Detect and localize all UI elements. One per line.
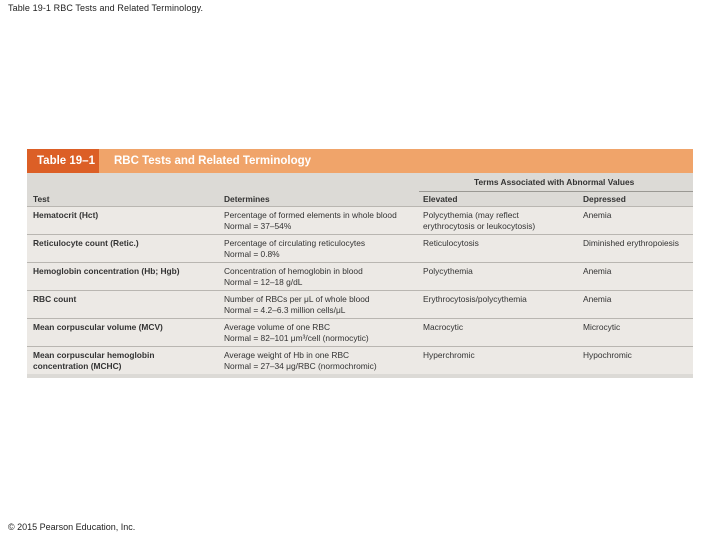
cell-elevated (423, 238, 581, 249)
rbc-tests-table (27, 149, 693, 378)
abnormal-values-group-header: Terms Associated with Abnormal Values (474, 177, 635, 187)
cell-determines (224, 266, 419, 287)
table-number-tag: Table 19–1 (27, 149, 99, 173)
cell-depressed-line: Microcytic (583, 322, 621, 332)
cell-elevated (423, 266, 581, 277)
cell-elevated (423, 322, 581, 333)
cell-test (33, 238, 221, 249)
column-headers (27, 192, 693, 206)
column-header-determines: Determines (224, 194, 270, 204)
cell-depressed (583, 350, 691, 361)
cell-test-line: Reticulocyte count (Retic.) (33, 238, 139, 248)
cell-depressed-line: Hypochromic (583, 350, 632, 360)
cell-determines (224, 210, 419, 231)
cell-determines-line: Normal = 37–54% (224, 220, 292, 231)
cell-test (33, 266, 221, 277)
cell-depressed (583, 294, 691, 305)
cell-test-line: Mean corpuscular hemoglobin (33, 350, 155, 360)
cell-elevated-line: erythrocytosis or leukocytosis) (423, 220, 536, 231)
cell-elevated-line: Polycythemia (423, 266, 473, 276)
cell-test (33, 294, 221, 305)
table-row (27, 346, 693, 374)
cell-determines-line: Percentage of circulating reticulocytes (224, 238, 366, 248)
cell-test-line: Hemoglobin concentration (Hb; Hgb) (33, 266, 180, 276)
cell-test (33, 210, 221, 221)
cell-test-line: Mean corpuscular volume (MCV) (33, 322, 163, 332)
table-row (27, 262, 693, 290)
table-row (27, 290, 693, 318)
cell-determines (224, 294, 419, 315)
cell-depressed-line: Diminished erythropoiesis (583, 238, 679, 248)
cell-determines-line: Average weight of Hb in one RBC (224, 350, 350, 360)
cell-test-line: RBC count (33, 294, 77, 304)
cell-test (33, 350, 221, 371)
cell-determines-line: Normal = 27–34 μg/RBC (normochromic) (224, 360, 377, 371)
table-header-bar (27, 149, 693, 173)
cell-depressed-line: Anemia (583, 210, 612, 220)
cell-determines (224, 322, 419, 343)
cell-determines-line: Percentage of formed elements in whole blood (224, 210, 397, 220)
cell-elevated-line: Reticulocytosis (423, 238, 479, 248)
cell-determines-line: Number of RBCs per μL of whole blood (224, 294, 370, 304)
table-row (27, 234, 693, 262)
column-header-elevated: Elevated (423, 194, 458, 204)
cell-test (33, 322, 221, 333)
cell-depressed (583, 266, 691, 277)
cell-determines-line: Normal = 82–101 μm³/cell (normocytic) (224, 332, 369, 343)
cell-depressed-line: Anemia (583, 266, 612, 276)
cell-elevated-line: Hyperchromic (423, 350, 475, 360)
table-row (27, 206, 693, 234)
cell-determines-line: Normal = 0.8% (224, 248, 280, 259)
column-header-depressed: Depressed (583, 194, 626, 204)
cell-test-line: Hematocrit (Hct) (33, 210, 99, 220)
cell-determines-line: Concentration of hemoglobin in blood (224, 266, 363, 276)
column-header-test: Test (33, 194, 50, 204)
cell-elevated-line: Macrocytic (423, 322, 464, 332)
cell-test-line: concentration (MCHC) (33, 360, 122, 371)
cell-depressed (583, 322, 691, 333)
cell-depressed (583, 238, 691, 249)
cell-determines-line: Normal = 4.2–6.3 million cells/μL (224, 304, 346, 315)
cell-elevated-line: Polycythemia (may reflect (423, 210, 519, 220)
cell-elevated (423, 350, 581, 361)
cell-elevated (423, 210, 581, 231)
copyright-notice: © 2015 Pearson Education, Inc. (8, 522, 136, 532)
cell-determines-line: Normal = 12–18 g/dL (224, 276, 303, 287)
cell-elevated-line: Erythrocytosis/polycythemia (423, 294, 527, 304)
cell-determines (224, 238, 419, 259)
cell-determines-line: Average volume of one RBC (224, 322, 330, 332)
table-body (27, 206, 693, 374)
table-title: RBC Tests and Related Terminology (114, 155, 312, 167)
cell-determines (224, 350, 419, 371)
cell-depressed (583, 210, 691, 221)
cell-elevated (423, 294, 581, 305)
cell-depressed-line: Anemia (583, 294, 612, 304)
table-row (27, 318, 693, 346)
slide-title: Table 19-1 RBC Tests and Related Terminology. (8, 3, 204, 13)
